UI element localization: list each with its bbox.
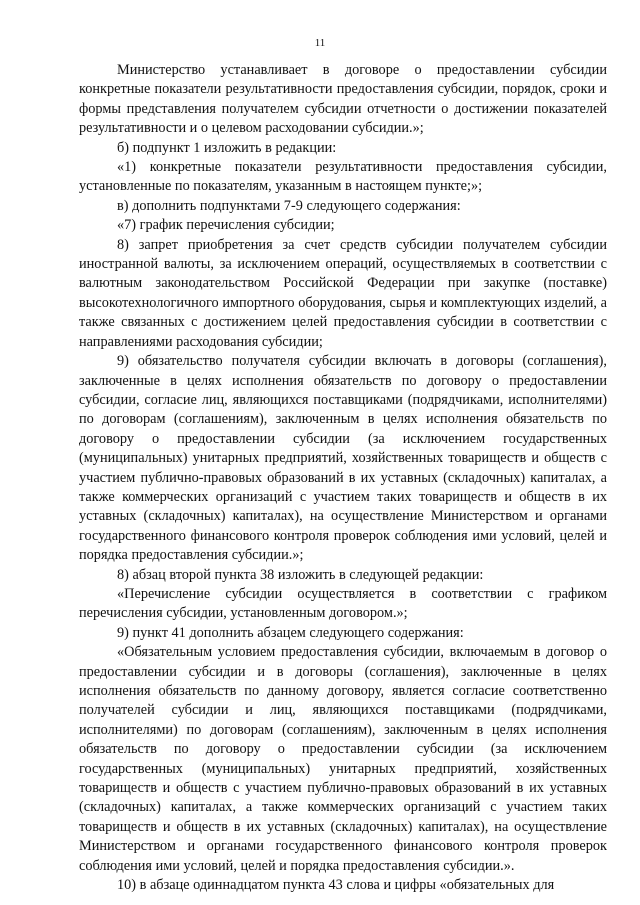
paragraph-1: Министерство устанавливает в договоре о предоставлении субсидии конкретные показатели результативности предоставления субсидии, порядок, сроки и формы представления получателем субсидии отчетности о достижении показателей результативности и о целевом расходовании субсидии.»; (79, 62, 607, 137)
document-body (79, 61, 607, 895)
paragraph-9: «Перечисление субсидии осуществляется в соответствии с графиком перечисления субсидии, установленным договором.»; (79, 585, 607, 622)
paragraph-4: в) дополнить подпунктами 7-9 следующего содержания: (117, 197, 461, 214)
page-number: 11 (314, 37, 326, 49)
paragraph-6: 8) запрет приобретения за счет средств субсидии получателем субсидии иностранной валюты, за исключением операций, осуществляемых в соответствии с валютным законодательством Российской Федерации при закупке (поставке) высокотехнологичного импортного оборудования, сырья и комплектующих изделий, а также связанных с достижением целей предоставления субсидии в соответствии с направлениями расходования субсидии; (79, 236, 607, 350)
paragraph-3: «1) конкретные показатели результативности предоставления субсидии, установленные по показателям, указанным в настоящем пункте;»; (79, 159, 607, 195)
paragraph-11: «Обязательным условием предоставления субсидии, включаемым в договор о предоставлении субсидии и в договоры (соглашения), заключенные в целях исполнения обязательств по данному договору, является согласие соответственно получателей субсидии и лиц, являющихся поставщиками (подрядчиками, исполнителями) по договорам (соглашениям), заключенным в целях исполнения обязательств по договору о предоставлении субсидии (за исключением государственных (муниципальных) унитарных предприятий, хозяйственных товариществ и обществ с участием публично-правовых образований в их уставных (складочных) капиталах, а также коммерческих организаций с участием таких товариществ и обществ в их уставных (складочных) капиталах), на осуществление Министерством и органами государственного финансового контроля проверок соблюдения ими условий, целей и порядка предоставления субсидии.». (79, 644, 607, 874)
paragraph-5: «7) график перечисления субсидии; (117, 217, 335, 234)
paragraph-10: 9) пункт 41 дополнить абзацем следующего содержания: (117, 624, 464, 641)
paragraph-12: 10) в абзаце одиннадцатом пункта 43 слова и цифры «обязательных для (117, 877, 555, 894)
paragraph-2: б) подпункт 1 изложить в редакции: (117, 139, 337, 156)
paragraph-7: 9) обязательство получателя субсидии включать в договоры (соглашения), заключенные в целях исполнения обязательств по договору о предоставлении субсидии, согласие лиц, являющихся поставщиками (подрядчиками, исполнителями) по договорам (соглашениям), заключенным в целях исполнения обязательств по договору о предоставлении субсидии (за исключением государственных (муниципальных) унитарных предприятий, хозяйственных товариществ и обществ с участием публично-правовых образований в их уставных (складочных) капиталах, а также коммерческих организаций с участием таких товариществ и обществ в их уставных (складочных) капиталах), на осуществление Министерством и органами государственного финансового контроля проверок соблюдения ими условий, целей и порядка предоставления субсидии.»; (79, 353, 607, 564)
paragraph-8: 8) абзац второй пункта 38 изложить в следующей редакции: (117, 566, 484, 583)
